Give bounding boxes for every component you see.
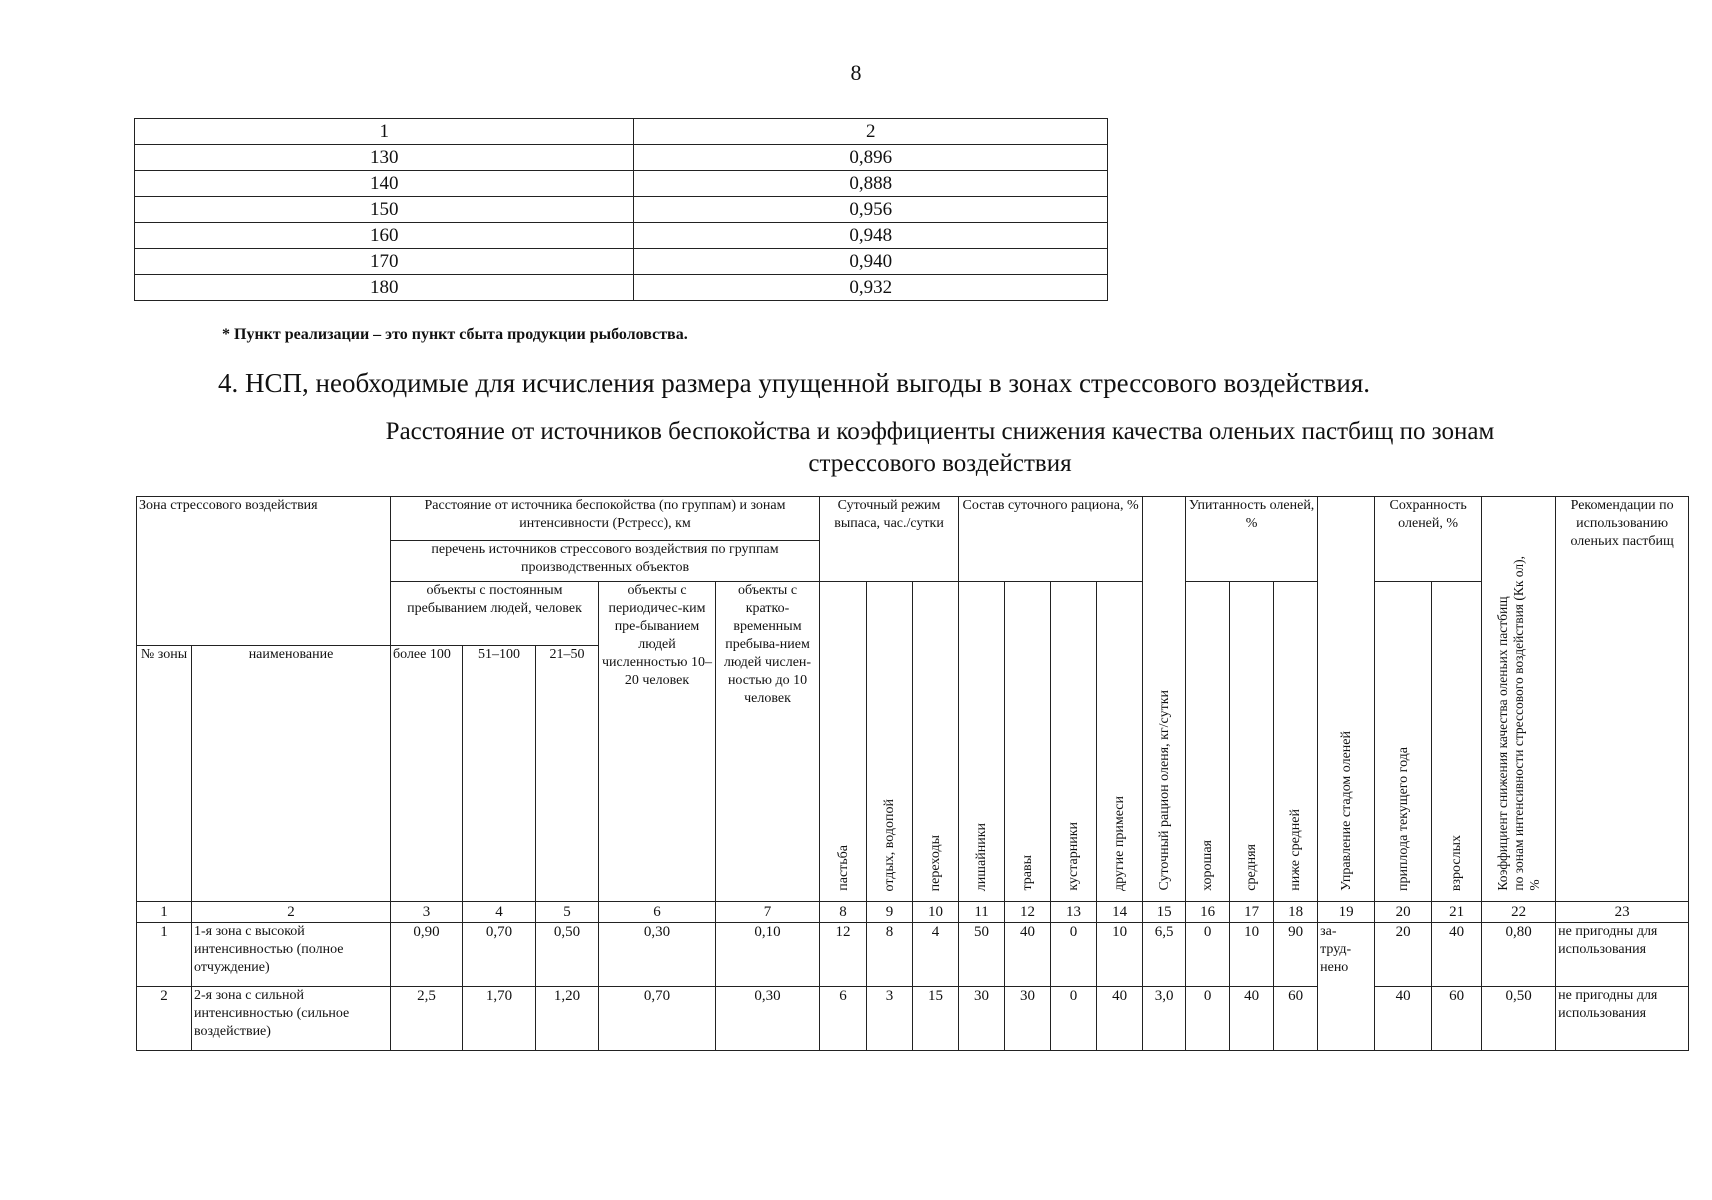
value-51-100: 0,70: [463, 923, 536, 987]
header-sources-list: перечень источников стрессового воздействия по группам производственных объектов: [391, 541, 820, 582]
table-cell: 0,948: [634, 223, 1108, 249]
table-cell: 0,940: [634, 249, 1108, 275]
top-table-header-row: [135, 119, 1108, 145]
column-number: 17: [1230, 902, 1274, 923]
value-offspring: 20: [1375, 923, 1432, 987]
column-number: 9: [867, 902, 913, 923]
header-grasses: травы: [1005, 582, 1051, 902]
table-row: [137, 923, 1689, 987]
page-number: 8: [850, 60, 862, 85]
table-row: [135, 249, 1108, 275]
column-number: 12: [1005, 902, 1051, 923]
value-below-average: 90: [1274, 923, 1318, 987]
footnote: * Пункт реализации – это пункт сбыта продукции рыболовства.: [222, 326, 688, 343]
header-short-term: объекты с кратко-временным пребыва-нием людей числен-ностью до 10 человек: [716, 582, 820, 902]
column-number: 19: [1318, 902, 1375, 923]
value-51-100: 1,70: [463, 987, 536, 1051]
header-coefficient-line: по зонам интенсивности стрессового воздействия (Кк ол),: [1510, 556, 1526, 891]
value-other: 40: [1097, 987, 1143, 1051]
table-cell: 150: [135, 197, 634, 223]
header-51-100: 51–100: [463, 646, 536, 902]
column-number: 21: [1432, 902, 1482, 923]
value-over-100: 2,5: [391, 987, 463, 1051]
header-over-100: более 100: [391, 646, 463, 902]
header-transitions: переходы: [913, 582, 959, 902]
value-average: 10: [1230, 923, 1274, 987]
table-cell: 160: [135, 223, 634, 249]
header-daily-ration: Суточный рацион оленя, кг/сутки: [1143, 497, 1186, 902]
value-21-50: 1,20: [536, 987, 599, 1051]
value-lichens: 30: [959, 987, 1005, 1051]
header-zone: Зона стрессового воздействия: [137, 497, 391, 646]
table-cell: 140: [135, 171, 634, 197]
header-adults: взрослых: [1432, 582, 1482, 902]
value-shrubs: 0: [1051, 987, 1097, 1051]
value-offspring: 40: [1375, 987, 1432, 1051]
value-grasses: 30: [1005, 987, 1051, 1051]
column-number: 3: [391, 902, 463, 923]
table-cell: 130: [135, 145, 634, 171]
herd-management-part: нено: [1320, 960, 1349, 975]
value-short-term: 0,10: [716, 923, 820, 987]
table-cell: 0,888: [634, 171, 1108, 197]
header-periodic: объекты с периодичес-ким пре-быванием людей численностью 10–20 человек: [599, 582, 716, 902]
value-over-100: 0,90: [391, 923, 463, 987]
zone-number: 2: [137, 987, 192, 1051]
value-daily-ration: 3,0: [1143, 987, 1186, 1051]
table-caption: [230, 416, 1650, 480]
header-below-average: ниже средней: [1274, 582, 1318, 902]
top-table-body: [135, 119, 1108, 301]
header-coefficient: [1482, 497, 1556, 902]
header-survival: Сохранность оленей, %: [1375, 497, 1482, 582]
value-other: 10: [1097, 923, 1143, 987]
header-zone-name: наименование: [192, 646, 391, 902]
top-table-header-cell: 2: [634, 119, 1108, 145]
table-row: [135, 197, 1108, 223]
table-caption-line: Расстояние от источников беспокойства и коэффициенты снижения качества оленьих пастбищ по зонам: [385, 418, 1495, 445]
column-number: 16: [1186, 902, 1230, 923]
table-cell: 0,932: [634, 275, 1108, 301]
column-number: 13: [1051, 902, 1097, 923]
top-table: [134, 118, 1108, 301]
header-other: другие примеси: [1097, 582, 1143, 902]
header-row-1: [137, 497, 1689, 541]
column-number: 8: [820, 902, 867, 923]
value-average: 40: [1230, 987, 1274, 1051]
zone-name: 2-я зона с сильной интенсивностью (сильное воздействие): [192, 987, 391, 1051]
header-coefficient-line: %: [1526, 879, 1542, 891]
header-daily-regime: Суточный режим выпаса, час./сутки: [820, 497, 959, 582]
table-row: [135, 275, 1108, 301]
column-number: 6: [599, 902, 716, 923]
value-recommendation: не пригодны для использования: [1556, 923, 1689, 987]
table-row: [137, 987, 1689, 1051]
value-coefficient: 0,50: [1482, 987, 1556, 1051]
column-numbers-row: [137, 902, 1689, 923]
value-adults: 40: [1432, 923, 1482, 987]
column-number: 15: [1143, 902, 1186, 923]
value-daily-ration: 6,5: [1143, 923, 1186, 987]
value-coefficient: 0,80: [1482, 923, 1556, 987]
header-recommendations: Рекомендации по использованию оленьих пастбищ: [1556, 497, 1689, 902]
top-table-header-cell: 1: [135, 119, 634, 145]
herd-management-part: за-: [1320, 924, 1337, 939]
value-21-50: 0,50: [536, 923, 599, 987]
zone-name: 1-я зона с высокой интенсивностью (полное отчуждение): [192, 923, 391, 987]
column-number: 22: [1482, 902, 1556, 923]
value-rest: 3: [867, 987, 913, 1051]
value-periodic: 0,30: [599, 923, 716, 987]
column-number: 11: [959, 902, 1005, 923]
value-periodic: 0,70: [599, 987, 716, 1051]
column-number: 5: [536, 902, 599, 923]
header-fatness: Упитанность оленей, %: [1186, 497, 1318, 582]
value-short-term: 0,30: [716, 987, 820, 1051]
zone-number: 1: [137, 923, 192, 987]
column-number: 18: [1274, 902, 1318, 923]
value-pasture: 12: [820, 923, 867, 987]
value-lichens: 50: [959, 923, 1005, 987]
column-number: 14: [1097, 902, 1143, 923]
header-21-50: 21–50: [536, 646, 599, 902]
column-number: 4: [463, 902, 536, 923]
table-caption-line: стрессового воздействия: [808, 450, 1072, 477]
table-row: [135, 145, 1108, 171]
value-shrubs: 0: [1051, 923, 1097, 987]
table-cell: 170: [135, 249, 634, 275]
value-adults: 60: [1432, 987, 1482, 1051]
table-row: [135, 171, 1108, 197]
header-coefficient-line: Коэффициент снижения качества оленьих пастбищ: [1494, 596, 1510, 891]
value-good: 0: [1186, 923, 1230, 987]
header-herd-management: Управление стадом оленей: [1318, 497, 1375, 902]
section-heading: 4. НСП, необходимые для исчисления размера упущенной выгоды в зонах стрессового воздействия.: [218, 368, 1371, 398]
main-table: [136, 496, 1689, 1051]
value-rest: 8: [867, 923, 913, 987]
value-transitions: 15: [913, 987, 959, 1051]
value-below-average: 60: [1274, 987, 1318, 1051]
table-cell: 180: [135, 275, 634, 301]
value-recommendation: не пригодны для использования: [1556, 987, 1689, 1051]
column-number: 1: [137, 902, 192, 923]
header-permanent: объекты с постоянным пребыванием людей, человек: [391, 582, 599, 646]
column-number: 10: [913, 902, 959, 923]
column-number: 2: [192, 902, 391, 923]
table-cell: 0,956: [634, 197, 1108, 223]
column-number: 23: [1556, 902, 1689, 923]
header-good: хорошая: [1186, 582, 1230, 902]
table-cell: 0,896: [634, 145, 1108, 171]
table-row: [135, 223, 1108, 249]
header-ration: Состав суточного рациона, %: [959, 497, 1143, 582]
value-herd-management: [1318, 923, 1375, 1051]
header-average: средняя: [1230, 582, 1274, 902]
header-distance: Расстояние от источника беспокойства (по группам) и зонам интенсивности (Рстресс), км: [391, 497, 820, 541]
header-offspring: приплода текущего года: [1375, 582, 1432, 902]
value-grasses: 40: [1005, 923, 1051, 987]
column-number: 20: [1375, 902, 1432, 923]
column-number: 7: [716, 902, 820, 923]
header-rest: отдых, водопой: [867, 582, 913, 902]
herd-management-part: труд-: [1320, 942, 1352, 957]
header-lichens: лишайники: [959, 582, 1005, 902]
header-zone-no: № зоны: [137, 646, 192, 902]
value-pasture: 6: [820, 987, 867, 1051]
header-shrubs: кустарники: [1051, 582, 1097, 902]
header-pasture: пастьба: [820, 582, 867, 902]
value-good: 0: [1186, 987, 1230, 1051]
value-transitions: 4: [913, 923, 959, 987]
